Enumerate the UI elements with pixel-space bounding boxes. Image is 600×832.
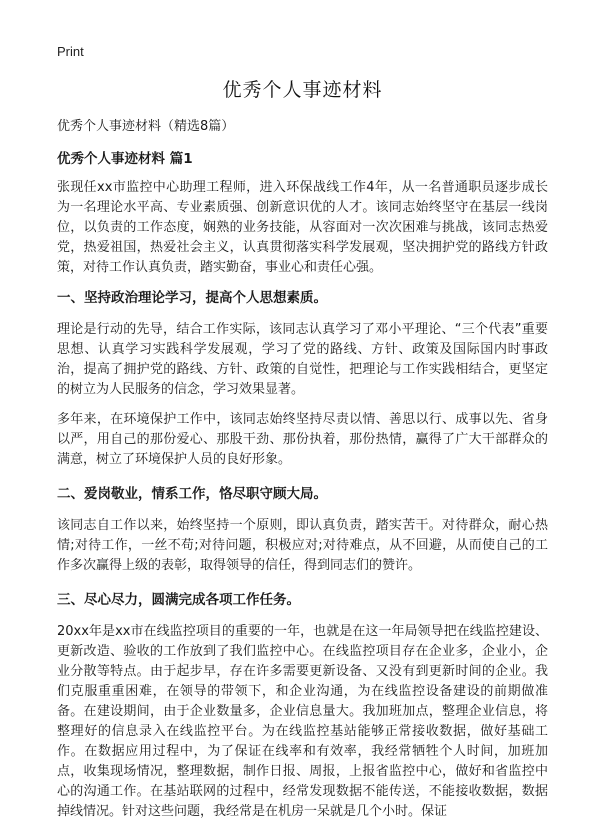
- print-link[interactable]: Print: [57, 44, 84, 59]
- section1-paragraph-2: 多年来，在环境保护工作中，该同志始终坚持尽责以情、善思以行、成事以先、省身以严，用自己的那份爱心、那股干劲、那份执着，那份热情，赢得了广大干部群众的满意，树立了环境保护人员的良好形象。: [57, 412, 548, 467]
- page-title: 优秀个人事迹材料: [222, 79, 383, 101]
- chapter-title: 优秀个人事迹材料 篇1: [57, 151, 193, 167]
- intro-paragraph: 张现任xx市监控中心助理工程师，进入环保战线工作4年，从一名普通职员逐步成长为一名理论水平高、专业素质强、创新意识优的人才。该同志始终坚守在基层一线岗位，以负责的工作态度，娴熟的业务技能，从容面对一次次困难与挑战，该同志热爱党，热爱祖国，热爱社会主义，认真贯彻落实科学发展观，坚决拥护党的路线方针政策，对待工作认真负责，踏实勤奋，事业心和责任心强。: [57, 180, 548, 275]
- section1-paragraph-1: 理论是行动的先导，结合工作实际，该同志认真学习了邓小平理论、“三个代表”重要思想、认真学习实践科学发展观，学习了党的路线、方针、政策及国际国内时事政治，提高了拥护党的路线、方针、政策的自觉性，把理论与工作实践相结合，更坚定的树立为人民服务的信念，学习效果显著。: [57, 322, 548, 397]
- document-body: [57, 78, 548, 832]
- section3-heading: 三、尽心尽力，圆满完成各项工作任务。: [57, 592, 300, 608]
- section1-heading: 一、坚持政治理论学习，提高个人思想素质。: [57, 290, 327, 306]
- section2-paragraph-1: 该同志自工作以来，始终坚持一个原则，即认真负责，踏实苦干。对待群众，耐心热情;对待工作，一丝不苟;对待问题，积极应对;对待难点，从不回避，从而使自己的工作多次赢得上级的表彰，取得领导的信任，得到同志们的赞许。: [57, 518, 548, 573]
- section2-heading: 二、爱岗敬业，情系工作，恪尽职守顾大局。: [57, 486, 327, 502]
- document-subtitle: 优秀个人事迹材料（精选8篇）: [57, 119, 235, 134]
- section3-paragraph-1: 20xx年是xx市在线监控项目的重要的一年，也就是在这一年局领导把在线监控建设、更新改造、验收的工作放到了我们监控中心。在线监控项目存在企业多，企业小，企业分散等特点。由于起步早，存在许多需要更新设备、又没有到更新时间的企业。我们克服重重困难，在领导的带领下，和企业沟通，为在线监控设备建设的前期做准备。在建设期间，由于企业数量多，企业信息量大。我加班加点，整理企业信息，将整理好的信息录入在线监控平台。为在线监控基站能够正常接收数据，做好基础工作。在数据应用过程中，为了保证在线率和有效率，我经常牺牲个人时间，加班加点，收集现场情况，整理数据，制作日报、周报，上报省监控中心，做好和省监控中心的沟通工作。在基站联网的过程中，经常发现数据不能传送，不能接收数据，数据掉线情况。针对这些问题，我经常是在机房一呆就是几个小时。保证: [57, 624, 548, 819]
